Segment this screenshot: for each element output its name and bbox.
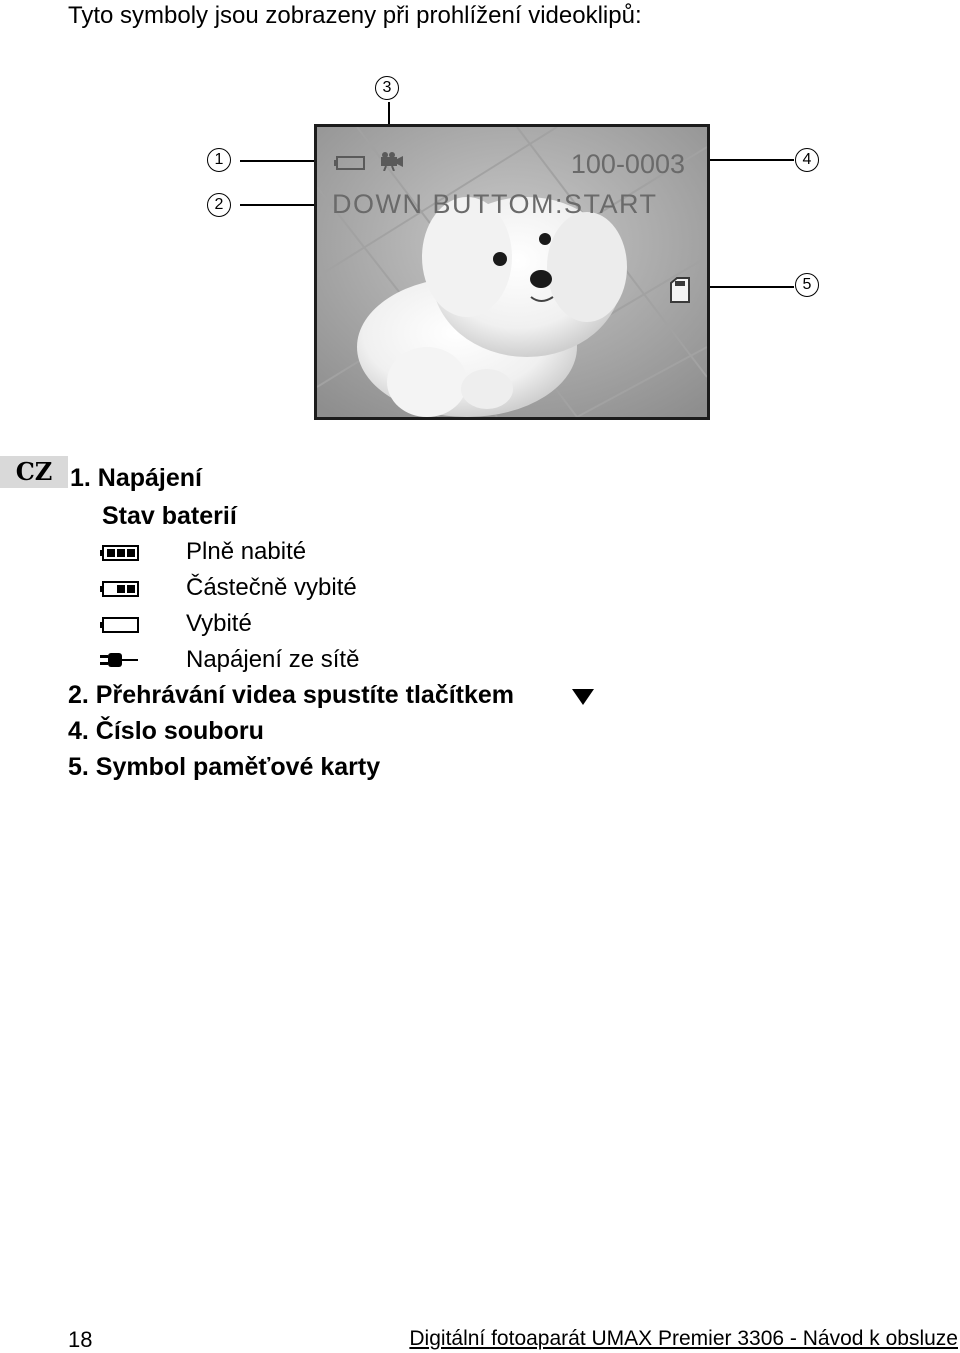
battery-empty-icon (334, 155, 366, 171)
video-camera-icon (378, 151, 404, 171)
battery-full-label: Plně nabité (186, 538, 307, 565)
callout-3: 3 (375, 76, 399, 100)
battery-empty-label: Vybité (186, 610, 252, 637)
battery-status-heading: Stav baterií (102, 502, 237, 530)
callout-5-leader (698, 286, 794, 288)
battery-full-icon (100, 544, 140, 562)
callout-4-leader (696, 159, 794, 161)
section-file-number: 4. Číslo souboru (68, 717, 264, 745)
section-playback: 2. Přehrávání videa spustíte tlačítkem (68, 681, 515, 709)
page-number: 18 (68, 1327, 93, 1352)
power-plug-icon (100, 651, 140, 669)
battery-half-icon (100, 580, 140, 598)
footer-title: Digitální fotoaparát UMAX Premier 3306 - Návod k obsluze (409, 1327, 958, 1350)
start-hint: DOWN BUTTOM:START (332, 189, 658, 219)
section-power: 1. Napájení (70, 464, 202, 492)
battery-half-label: Částečně vybité (186, 574, 357, 601)
callout-5: 5 (795, 273, 819, 297)
down-triangle-icon (571, 688, 595, 706)
callout-4: 4 (795, 148, 819, 172)
battery-empty-icon (100, 616, 140, 634)
section-memory-card: 5. Symbol paměťové karty (68, 753, 381, 781)
power-adapter-label: Napájení ze sítě (186, 646, 360, 673)
memory-card-icon (669, 277, 691, 303)
language-tag: CZ (0, 456, 68, 488)
intro-text: Tyto symboly jsou zobrazeny při prohlížení videoklipů: (68, 2, 642, 29)
callout-1: 1 (207, 148, 231, 172)
playback-screen (314, 124, 710, 420)
file-number: 100-0003 (570, 149, 685, 179)
callout-2: 2 (207, 193, 231, 217)
